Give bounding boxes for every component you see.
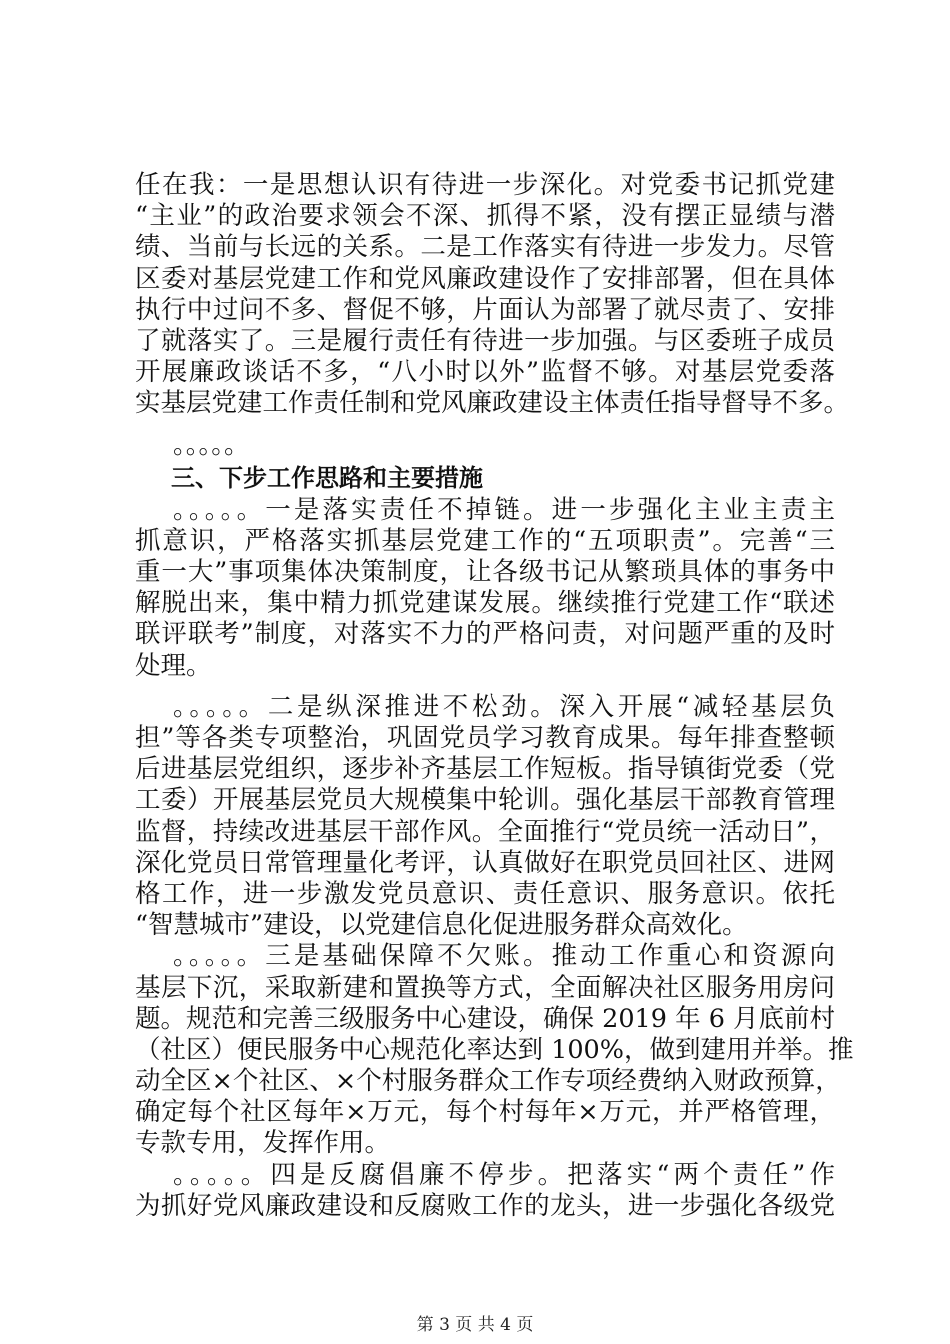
text-line: 担”等各类专项整治，巩固党员学习教育成果。每年排查整顿 xyxy=(135,723,835,753)
document-body xyxy=(135,170,854,1222)
paragraph-4 xyxy=(135,941,854,1159)
text-line: 抓意识，严格落实抓基层党建工作的“五项职责”。完善“三 xyxy=(135,525,835,556)
text-line: 了就落实了。三是履行责任有待进一步加强。与区委班子成员 xyxy=(135,325,835,356)
text-line: 。。。。。二是纵深推进不松劲。深入开展“减轻基层负 xyxy=(173,691,835,722)
paragraph-5 xyxy=(135,1160,835,1222)
text-line: 为抓好党风廉政建设和反腐败工作的龙头，进一步强化各级党 xyxy=(135,1190,835,1221)
paragraph-3 xyxy=(135,692,835,942)
text-line: 基层下沉，采取新建和置换等方式，全面解决社区服务用房问 xyxy=(135,972,835,1003)
dots-line: 。。。。。 xyxy=(173,429,250,460)
text-line: 专款专用，发挥作用。 xyxy=(135,1128,391,1159)
text-line: 联评联考”制度，对落实不力的严格问责，对问题严重的及时 xyxy=(135,619,835,650)
text-line: 开展廉政谈话不多，“八小时以外”监督不够。对基层党委落 xyxy=(135,357,835,388)
text-line: “智慧城市”建设，以党建信息化促进服务群众高效化。 xyxy=(135,910,748,941)
text-line: 重一大”事项集体决策制度，让各级书记从繁琐具体的事务中 xyxy=(135,557,835,588)
text-line: 确定每个社区每年×万元，每个村每年×万元，并严格管理， xyxy=(135,1097,835,1128)
text-line: 实基层党建工作责任制和党风廉政建设主体责任指导督导不多。 xyxy=(135,388,850,419)
text-line: 。。。。。一是落实责任不掉链。进一步强化主业主责主 xyxy=(173,494,835,525)
text-line: 题。规范和完善三级服务中心建设，确保 2019 年 6 月底前村 xyxy=(135,1003,836,1034)
text-line: 后进基层党组织，逐步补齐基层工作短板。指导镇街党委（党 xyxy=(135,754,835,785)
text-line: 执行中过问不多、督促不够，片面认为部署了就尽责了、安排 xyxy=(135,294,835,325)
section-heading: 三、下步工作思路和主要措施 xyxy=(171,463,483,492)
page-number-footer: 第 3 页 共 4 页 xyxy=(416,1315,534,1335)
text-line: 深化党员日常管理量化考评，认真做好在职党员回社区、进网 xyxy=(135,847,835,878)
text-line: 工委）开展基层党员大规模集中轮训。强化基层干部教育管理 xyxy=(135,785,835,816)
paragraph-2 xyxy=(135,495,835,682)
text-line: 绩、当前与长远的关系。二是工作落实有待进一步发力。尽管 xyxy=(135,232,835,263)
text-line: 处理。 xyxy=(135,650,212,681)
text-line: 。。。。。三是基础保障不欠账。推动工作重心和资源向 xyxy=(173,941,835,972)
text-line: （社区）便民服务中心规范化率达到 100%，做到建用并举。推 xyxy=(135,1034,854,1065)
paragraph-1 xyxy=(135,170,850,420)
text-line: 动全区×个社区、×个村服务群众工作专项经费纳入财政预算， xyxy=(135,1066,841,1097)
text-line: “主业”的政治要求领会不深、抓得不紧，没有摆正显绩与潜 xyxy=(135,201,835,232)
text-line: 格工作，进一步激发党员意识、责任意识、服务意识。依托 xyxy=(135,878,835,909)
text-line: 。。。。。四是反腐倡廉不停步。把落实“两个责任”作 xyxy=(173,1159,835,1190)
text-line: 监督，持续改进基层干部作风。全面推行“党员统一活动日”， xyxy=(135,816,835,847)
text-line: 解脱出来，集中精力抓党建谋发展。继续推行党建工作“联述 xyxy=(135,588,835,619)
text-line: 任在我：一是思想认识有待进一步深化。对党委书记抓党建 xyxy=(135,170,835,200)
text-line: 区委对基层党建工作和党风廉政建设作了安排部署，但在具体 xyxy=(135,263,835,294)
